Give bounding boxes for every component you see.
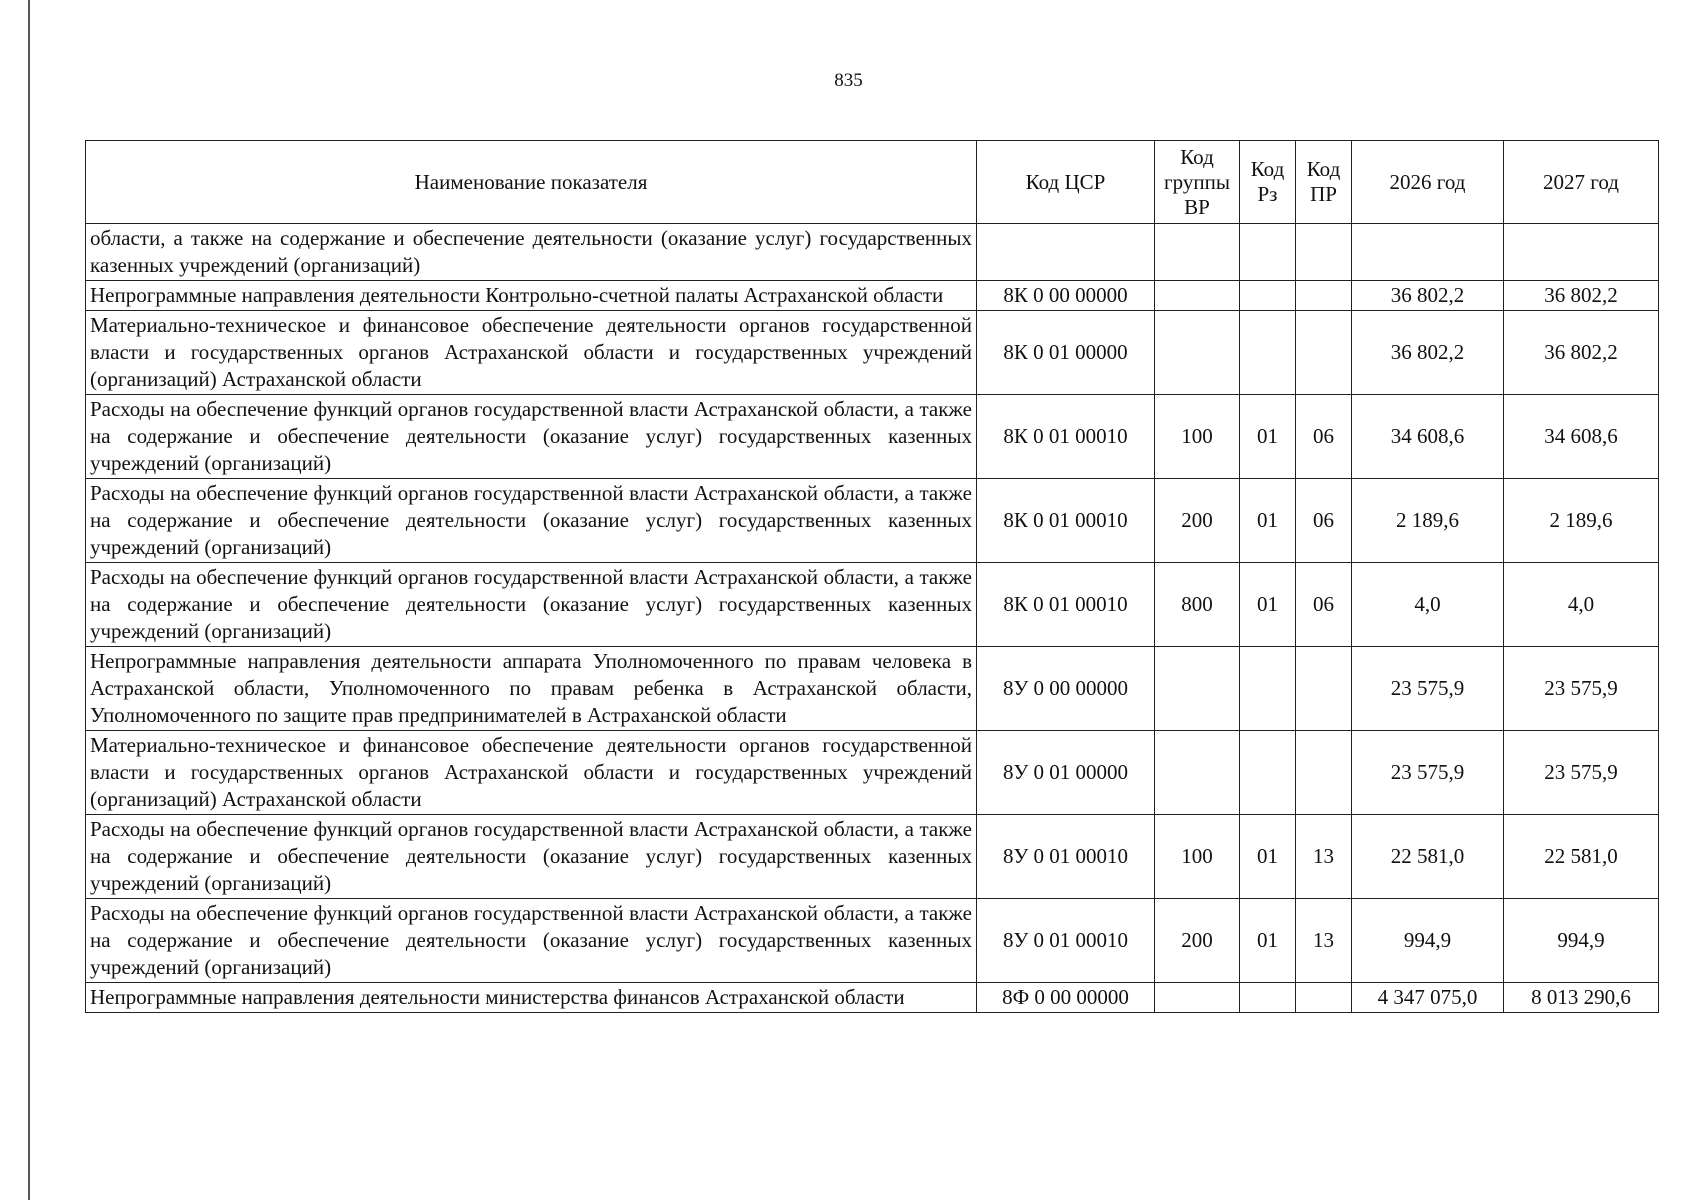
table-row	[86, 563, 1659, 647]
table-row	[86, 281, 1659, 311]
cell-2026: 36 802,2	[1352, 281, 1504, 311]
cell-csr: 8К 0 01 00010	[977, 395, 1155, 479]
page-number: 835	[834, 70, 863, 91]
cell-csr: 8Ф 0 00 00000	[977, 983, 1155, 1013]
budget-table	[85, 140, 1659, 1013]
cell-pr: 06	[1296, 563, 1352, 647]
cell-rz	[1240, 731, 1296, 815]
cell-vr: 800	[1155, 563, 1240, 647]
cell-2027: 8 013 290,6	[1504, 983, 1659, 1013]
cell-2027: 23 575,9	[1504, 731, 1659, 815]
cell-2026: 23 575,9	[1352, 731, 1504, 815]
cell-rz	[1240, 224, 1296, 281]
cell-2027	[1504, 224, 1659, 281]
cell-2026: 4 347 075,0	[1352, 983, 1504, 1013]
cell-pr: 06	[1296, 479, 1352, 563]
cell-2027: 36 802,2	[1504, 281, 1659, 311]
table-header	[86, 141, 1659, 224]
table-row	[86, 899, 1659, 983]
table-row	[86, 224, 1659, 281]
cell-pr	[1296, 983, 1352, 1013]
cell-vr: 100	[1155, 815, 1240, 899]
cell-name: области, а также на содержание и обеспечение деятельности (оказание услуг) государственных казенных учреждений (организаций)	[86, 224, 977, 281]
cell-rz: 01	[1240, 479, 1296, 563]
cell-csr: 8У 0 00 00000	[977, 647, 1155, 731]
cell-rz: 01	[1240, 899, 1296, 983]
cell-name: Непрограммные направления деятельности Контрольно-счетной палаты Астраханской области	[86, 281, 977, 311]
cell-2027: 34 608,6	[1504, 395, 1659, 479]
cell-csr: 8К 0 00 00000	[977, 281, 1155, 311]
cell-2026: 36 802,2	[1352, 311, 1504, 395]
cell-2026: 34 608,6	[1352, 395, 1504, 479]
cell-csr: 8У 0 01 00010	[977, 899, 1155, 983]
cell-csr	[977, 224, 1155, 281]
cell-2027: 23 575,9	[1504, 647, 1659, 731]
cell-vr: 200	[1155, 899, 1240, 983]
cell-vr	[1155, 983, 1240, 1013]
cell-name: Материально-техническое и финансовое обеспечение деятельности органов государственной власти и государственных органов Астраханской области и государственных учреждений (организаций) Астраханской области	[86, 731, 977, 815]
cell-2026	[1352, 224, 1504, 281]
cell-2026: 994,9	[1352, 899, 1504, 983]
header-csr: Код ЦСР	[977, 141, 1155, 224]
cell-rz: 01	[1240, 395, 1296, 479]
header-2026: 2026 год	[1352, 141, 1504, 224]
budget-table-container	[85, 140, 1658, 1013]
cell-vr	[1155, 731, 1240, 815]
cell-pr: 06	[1296, 395, 1352, 479]
cell-name: Непрограммные направления деятельности министерства финансов Астраханской области	[86, 983, 977, 1013]
header-name: Наименование показателя	[86, 141, 977, 224]
cell-2026: 22 581,0	[1352, 815, 1504, 899]
cell-csr: 8У 0 01 00010	[977, 815, 1155, 899]
cell-2027: 994,9	[1504, 899, 1659, 983]
cell-rz	[1240, 311, 1296, 395]
cell-vr: 200	[1155, 479, 1240, 563]
cell-2027: 22 581,0	[1504, 815, 1659, 899]
cell-name: Расходы на обеспечение функций органов государственной власти Астраханской области, а также на содержание и обеспечение деятельности (оказание услуг) государственных казенных учреждений (организаций)	[86, 899, 977, 983]
table-row	[86, 815, 1659, 899]
cell-2027: 2 189,6	[1504, 479, 1659, 563]
table-row	[86, 983, 1659, 1013]
cell-2027: 4,0	[1504, 563, 1659, 647]
cell-name: Материально-техническое и финансовое обеспечение деятельности органов государственной власти и государственных органов Астраханской области и государственных учреждений (организаций) Астраханской области	[86, 311, 977, 395]
cell-name: Расходы на обеспечение функций органов государственной власти Астраханской области, а также на содержание и обеспечение деятельности (оказание услуг) государственных казенных учреждений (организаций)	[86, 563, 977, 647]
cell-rz	[1240, 281, 1296, 311]
cell-vr	[1155, 224, 1240, 281]
cell-name: Непрограммные направления деятельности аппарата Уполномоченного по правам человека в Астраханской области, Уполномоченного по правам ребенка в Астраханской области, Уполномоченного по защите прав предпринимателей в Астраханской области	[86, 647, 977, 731]
cell-name: Расходы на обеспечение функций органов государственной власти Астраханской области, а также на содержание и обеспечение деятельности (оказание услуг) государственных казенных учреждений (организаций)	[86, 395, 977, 479]
cell-rz	[1240, 647, 1296, 731]
cell-pr: 13	[1296, 899, 1352, 983]
cell-rz	[1240, 983, 1296, 1013]
page-edge-line	[28, 0, 30, 1200]
cell-name: Расходы на обеспечение функций органов государственной власти Астраханской области, а также на содержание и обеспечение деятельности (оказание услуг) государственных казенных учреждений (организаций)	[86, 815, 977, 899]
header-pr: Код ПР	[1296, 141, 1352, 224]
cell-pr	[1296, 647, 1352, 731]
table-row	[86, 311, 1659, 395]
header-rz: Код Рз	[1240, 141, 1296, 224]
cell-vr	[1155, 311, 1240, 395]
table-body	[86, 224, 1659, 1013]
cell-2026: 4,0	[1352, 563, 1504, 647]
cell-pr: 13	[1296, 815, 1352, 899]
cell-2027: 36 802,2	[1504, 311, 1659, 395]
cell-csr: 8К 0 01 00010	[977, 479, 1155, 563]
cell-name: Расходы на обеспечение функций органов государственной власти Астраханской области, а также на содержание и обеспечение деятельности (оказание услуг) государственных казенных учреждений (организаций)	[86, 479, 977, 563]
header-vr: Код группы ВР	[1155, 141, 1240, 224]
cell-2026: 2 189,6	[1352, 479, 1504, 563]
cell-csr: 8К 0 01 00000	[977, 311, 1155, 395]
table-row	[86, 731, 1659, 815]
cell-pr	[1296, 311, 1352, 395]
cell-pr	[1296, 281, 1352, 311]
cell-csr: 8У 0 01 00000	[977, 731, 1155, 815]
cell-2026: 23 575,9	[1352, 647, 1504, 731]
cell-rz: 01	[1240, 815, 1296, 899]
table-row	[86, 395, 1659, 479]
cell-pr	[1296, 224, 1352, 281]
header-2027: 2027 год	[1504, 141, 1659, 224]
cell-vr	[1155, 647, 1240, 731]
cell-csr: 8К 0 01 00010	[977, 563, 1155, 647]
table-row	[86, 479, 1659, 563]
cell-pr	[1296, 731, 1352, 815]
cell-vr	[1155, 281, 1240, 311]
header-row	[86, 141, 1659, 224]
cell-vr: 100	[1155, 395, 1240, 479]
table-row	[86, 647, 1659, 731]
cell-rz: 01	[1240, 563, 1296, 647]
